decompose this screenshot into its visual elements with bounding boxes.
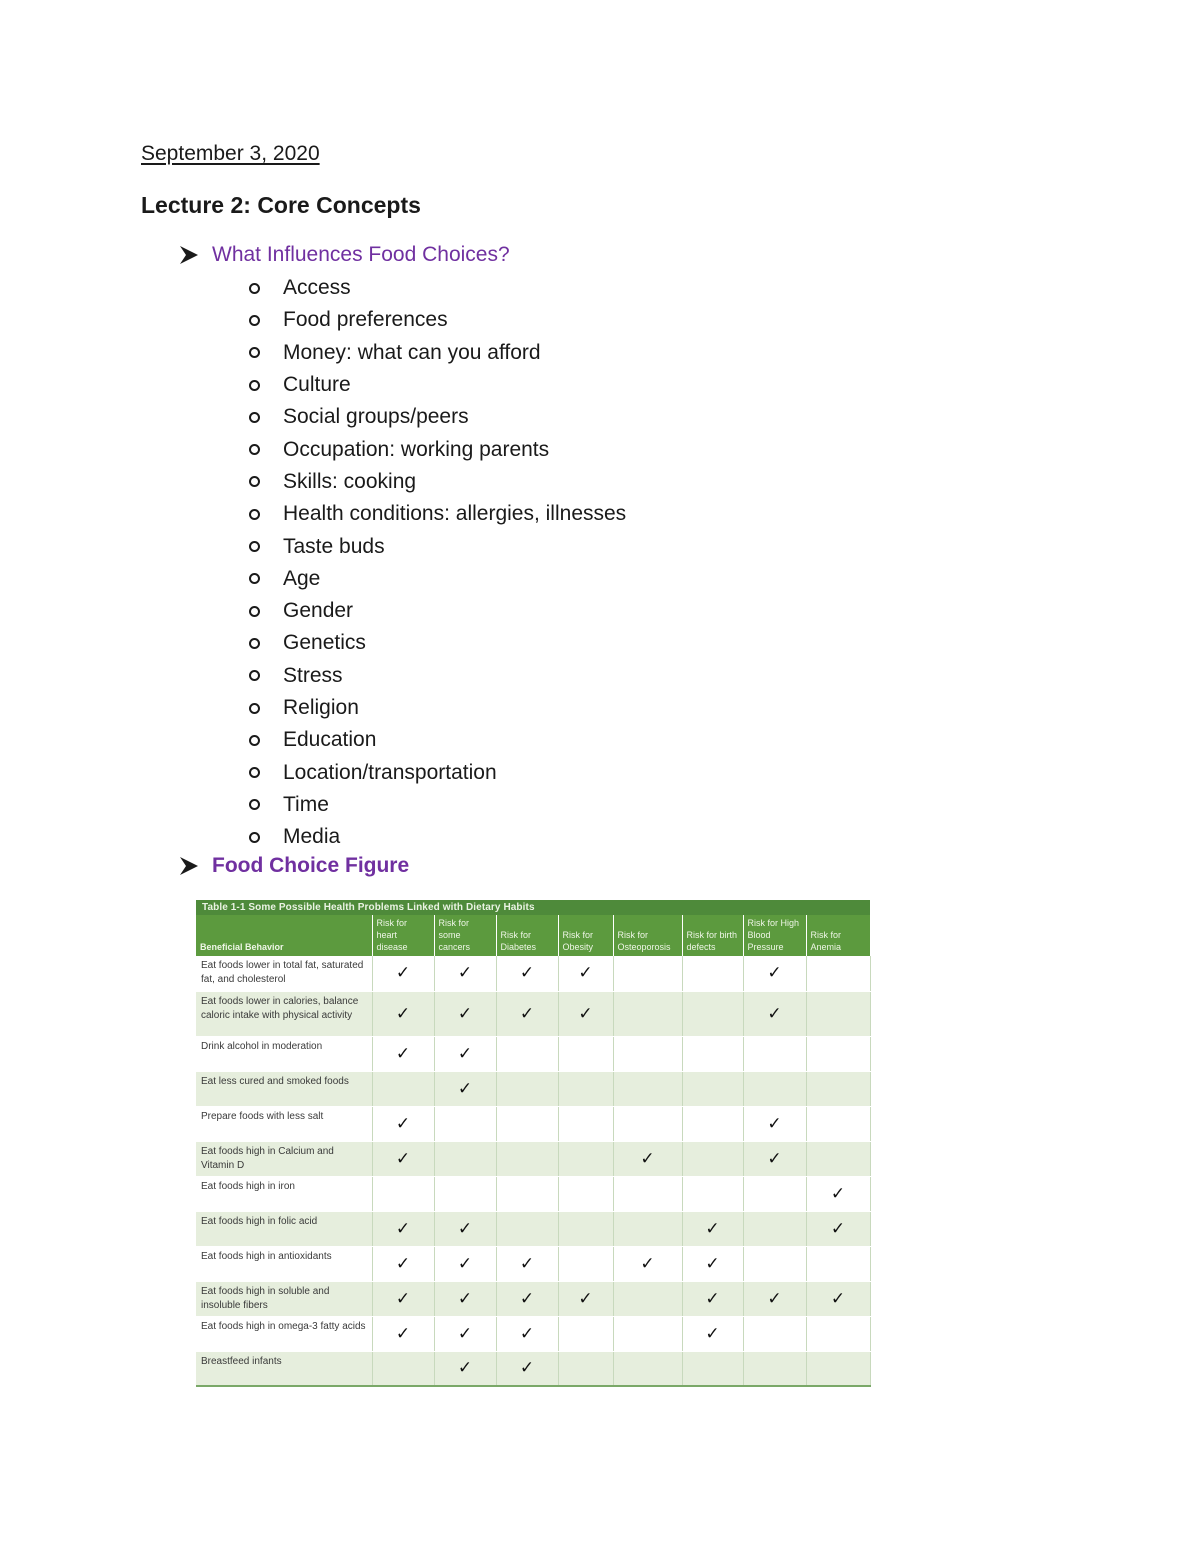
empty-cell [434, 1106, 496, 1141]
empty-cell [434, 1176, 496, 1211]
influence-label: Skills: cooking [283, 469, 417, 493]
influence-label: Religion [283, 696, 359, 719]
empty-cell [613, 1211, 682, 1246]
checkmark-icon: ✓ [434, 1281, 496, 1316]
table-row [196, 1106, 870, 1141]
behavior-cell: Eat foods high in antioxidants [196, 1246, 372, 1281]
checkmark-icon: ✓ [434, 1036, 496, 1071]
empty-cell [682, 1071, 743, 1106]
table-row [196, 1036, 870, 1071]
checkmark-icon: ✓ [372, 1211, 434, 1246]
influence-label: Education [283, 728, 377, 752]
empty-cell [558, 1071, 613, 1106]
empty-cell [613, 1351, 682, 1386]
influence-item [248, 756, 626, 788]
empty-cell [682, 956, 743, 991]
influence-label: Genetics [283, 631, 366, 655]
column-header-risk: Risk for Osteoporosis [613, 915, 682, 956]
behavior-cell: Eat foods high in soluble and insoluble fibers [196, 1281, 372, 1316]
empty-cell [372, 1351, 434, 1386]
food-choice-figure [196, 900, 870, 1387]
circle-bullet-icon [249, 541, 260, 552]
checkmark-icon: ✓ [496, 1246, 558, 1281]
influence-label: Gender [283, 599, 354, 623]
table-row [196, 1071, 870, 1106]
section-title: What Influences Food Choices? [212, 243, 510, 266]
influence-item [248, 401, 626, 433]
behavior-cell: Eat foods high in Calcium and Vitamin D [196, 1141, 372, 1176]
checkmark-icon: ✓ [434, 956, 496, 991]
empty-cell [613, 1071, 682, 1106]
checkmark-icon: ✓ [558, 1281, 613, 1316]
empty-cell [613, 1176, 682, 1211]
empty-cell [613, 1281, 682, 1316]
empty-cell [496, 1036, 558, 1071]
checkmark-icon: ✓ [372, 1246, 434, 1281]
table-row [196, 1281, 870, 1316]
empty-cell [372, 1071, 434, 1106]
checkmark-icon: ✓ [496, 991, 558, 1036]
empty-cell [372, 1176, 434, 1211]
empty-cell [682, 1141, 743, 1176]
influence-label: Stress [283, 663, 343, 687]
influence-item [248, 789, 626, 821]
empty-cell [558, 1211, 613, 1246]
influence-item [248, 821, 626, 853]
circle-bullet-icon [249, 703, 260, 714]
influence-label: Taste buds [283, 534, 385, 558]
checkmark-icon: ✓ [496, 1281, 558, 1316]
empty-cell [743, 1071, 806, 1106]
empty-cell [496, 1176, 558, 1211]
checkmark-icon: ✓ [372, 991, 434, 1036]
checkmark-icon: ✓ [372, 1281, 434, 1316]
influence-item [248, 660, 626, 692]
arrow-bullet-icon [178, 245, 200, 265]
behavior-cell: Eat foods lower in calories, balance caloric intake with physical activity [196, 991, 372, 1036]
table-row [196, 1246, 870, 1281]
empty-cell [613, 1106, 682, 1141]
checkmark-icon: ✓ [434, 1071, 496, 1106]
checkmark-icon: ✓ [743, 956, 806, 991]
behavior-cell: Drink alcohol in moderation [196, 1036, 372, 1071]
influence-item [248, 692, 626, 724]
checkmark-icon: ✓ [496, 956, 558, 991]
empty-cell [682, 1036, 743, 1071]
circle-bullet-icon [249, 606, 260, 617]
behavior-cell: Breastfeed infants [196, 1351, 372, 1386]
circle-bullet-icon [249, 315, 260, 326]
checkmark-icon: ✓ [496, 1351, 558, 1386]
empty-cell [806, 1036, 870, 1071]
empty-cell [613, 991, 682, 1036]
behavior-cell: Eat foods high in omega-3 fatty acids [196, 1316, 372, 1351]
empty-cell [558, 1176, 613, 1211]
empty-cell [806, 956, 870, 991]
influence-label: Food preferences [283, 308, 448, 332]
checkmark-icon: ✓ [743, 991, 806, 1036]
column-header-risk: Risk for Anemia [806, 915, 870, 956]
empty-cell [806, 1246, 870, 1281]
influence-label: Media [283, 825, 341, 849]
empty-cell [496, 1211, 558, 1246]
empty-cell [743, 1246, 806, 1281]
influence-item [248, 563, 626, 595]
table-row [196, 1316, 870, 1351]
influence-item [248, 498, 626, 530]
behavior-cell: Eat foods high in iron [196, 1176, 372, 1211]
checkmark-icon: ✓ [434, 1246, 496, 1281]
influence-item [248, 369, 626, 401]
empty-cell [558, 1316, 613, 1351]
checkmark-icon: ✓ [682, 1246, 743, 1281]
date-line: September 3, 2020 [141, 142, 320, 165]
checkmark-icon: ✓ [434, 1316, 496, 1351]
empty-cell [806, 1141, 870, 1176]
empty-cell [682, 1176, 743, 1211]
empty-cell [743, 1036, 806, 1071]
empty-cell [558, 1106, 613, 1141]
circle-bullet-icon [249, 380, 260, 391]
section-figure [178, 852, 409, 880]
circle-bullet-icon [249, 767, 260, 778]
influence-item [248, 433, 626, 465]
circle-bullet-icon [249, 283, 260, 294]
checkmark-icon: ✓ [682, 1316, 743, 1351]
influence-item [248, 724, 626, 756]
checkmark-icon: ✓ [434, 1351, 496, 1386]
lecture-heading: Lecture 2: Core Concepts [141, 192, 421, 218]
influence-label: Culture [283, 373, 351, 397]
column-header-risk: Risk for heart disease [372, 915, 434, 956]
empty-cell [806, 1071, 870, 1106]
behavior-cell: Eat foods high in folic acid [196, 1211, 372, 1246]
table-row [196, 991, 870, 1036]
section-influences [178, 241, 510, 269]
checkmark-icon: ✓ [613, 1246, 682, 1281]
empty-cell [682, 1351, 743, 1386]
empty-cell [743, 1176, 806, 1211]
influence-label: Age [283, 566, 321, 590]
checkmark-icon: ✓ [613, 1141, 682, 1176]
empty-cell [558, 1246, 613, 1281]
empty-cell [496, 1071, 558, 1106]
empty-cell [682, 1106, 743, 1141]
checkmark-icon: ✓ [743, 1106, 806, 1141]
circle-bullet-icon [249, 509, 260, 520]
empty-cell [743, 1211, 806, 1246]
circle-bullet-icon [249, 573, 260, 584]
empty-cell [434, 1141, 496, 1176]
empty-cell [743, 1316, 806, 1351]
influence-label: Occupation: working parents [283, 437, 550, 461]
empty-cell [806, 991, 870, 1036]
checkmark-icon: ✓ [743, 1141, 806, 1176]
empty-cell [682, 991, 743, 1036]
influence-label: Money: what can you afford [283, 340, 541, 364]
empty-cell [558, 1036, 613, 1071]
checkmark-icon: ✓ [434, 1211, 496, 1246]
checkmark-icon: ✓ [434, 991, 496, 1036]
influence-item [248, 595, 626, 627]
circle-bullet-icon [249, 347, 260, 358]
empty-cell [558, 1351, 613, 1386]
circle-bullet-icon [249, 670, 260, 681]
empty-cell [806, 1316, 870, 1351]
column-header-risk: Risk for Diabetes [496, 915, 558, 956]
checkmark-icon: ✓ [743, 1281, 806, 1316]
empty-cell [613, 956, 682, 991]
table-header-row [196, 915, 870, 956]
column-header-risk: Risk for some cancers [434, 915, 496, 956]
circle-bullet-icon [249, 799, 260, 810]
table-row [196, 1141, 870, 1176]
circle-bullet-icon [249, 832, 260, 843]
table-caption: Table 1-1 Some Possible Health Problems Linked with Dietary Habits [196, 900, 870, 915]
empty-cell [743, 1351, 806, 1386]
column-header-behavior: Beneficial Behavior [196, 915, 372, 956]
influence-label: Health conditions: allergies, illnesses [283, 502, 627, 526]
influence-label: Time [283, 792, 329, 816]
circle-bullet-icon [249, 638, 260, 649]
checkmark-icon: ✓ [682, 1281, 743, 1316]
checkmark-icon: ✓ [806, 1211, 870, 1246]
table-row [196, 1176, 870, 1211]
section-title: Food Choice Figure [212, 854, 410, 877]
checkmark-icon: ✓ [372, 1106, 434, 1141]
checkmark-icon: ✓ [372, 1036, 434, 1071]
behavior-cell: Eat foods lower in total fat, saturated fat, and cholesterol [196, 956, 372, 991]
column-header-risk: Risk for High Blood Pressure [743, 915, 806, 956]
column-header-risk: Risk for birth defects [682, 915, 743, 956]
empty-cell [613, 1036, 682, 1071]
circle-bullet-icon [249, 444, 260, 455]
influence-item [248, 337, 626, 369]
table-row [196, 1211, 870, 1246]
health-problems-table [196, 915, 871, 1387]
checkmark-icon: ✓ [372, 956, 434, 991]
checkmark-icon: ✓ [496, 1316, 558, 1351]
behavior-cell: Eat less cured and smoked foods [196, 1071, 372, 1106]
empty-cell [558, 1141, 613, 1176]
empty-cell [496, 1141, 558, 1176]
checkmark-icon: ✓ [558, 956, 613, 991]
empty-cell [806, 1106, 870, 1141]
checkmark-icon: ✓ [372, 1141, 434, 1176]
behavior-cell: Prepare foods with less salt [196, 1106, 372, 1141]
influence-item [248, 304, 626, 336]
checkmark-icon: ✓ [806, 1281, 870, 1316]
table-row [196, 1351, 870, 1386]
empty-cell [806, 1351, 870, 1386]
influence-label: Location/transportation [283, 760, 497, 784]
checkmark-icon: ✓ [558, 991, 613, 1036]
checkmark-icon: ✓ [372, 1316, 434, 1351]
influences-list [248, 272, 626, 853]
checkmark-icon: ✓ [682, 1211, 743, 1246]
empty-cell [496, 1106, 558, 1141]
checkmark-icon: ✓ [806, 1176, 870, 1211]
arrow-bullet-icon [178, 856, 200, 876]
table-row [196, 956, 870, 991]
column-header-risk: Risk for Obesity [558, 915, 613, 956]
empty-cell [613, 1316, 682, 1351]
influence-label: Access [283, 276, 351, 300]
influence-label: Social groups/peers [283, 405, 469, 429]
influence-item [248, 627, 626, 659]
circle-bullet-icon [249, 412, 260, 423]
circle-bullet-icon [249, 735, 260, 746]
circle-bullet-icon [249, 476, 260, 487]
influence-item [248, 466, 626, 498]
influence-item [248, 530, 626, 562]
influence-item [248, 272, 626, 304]
